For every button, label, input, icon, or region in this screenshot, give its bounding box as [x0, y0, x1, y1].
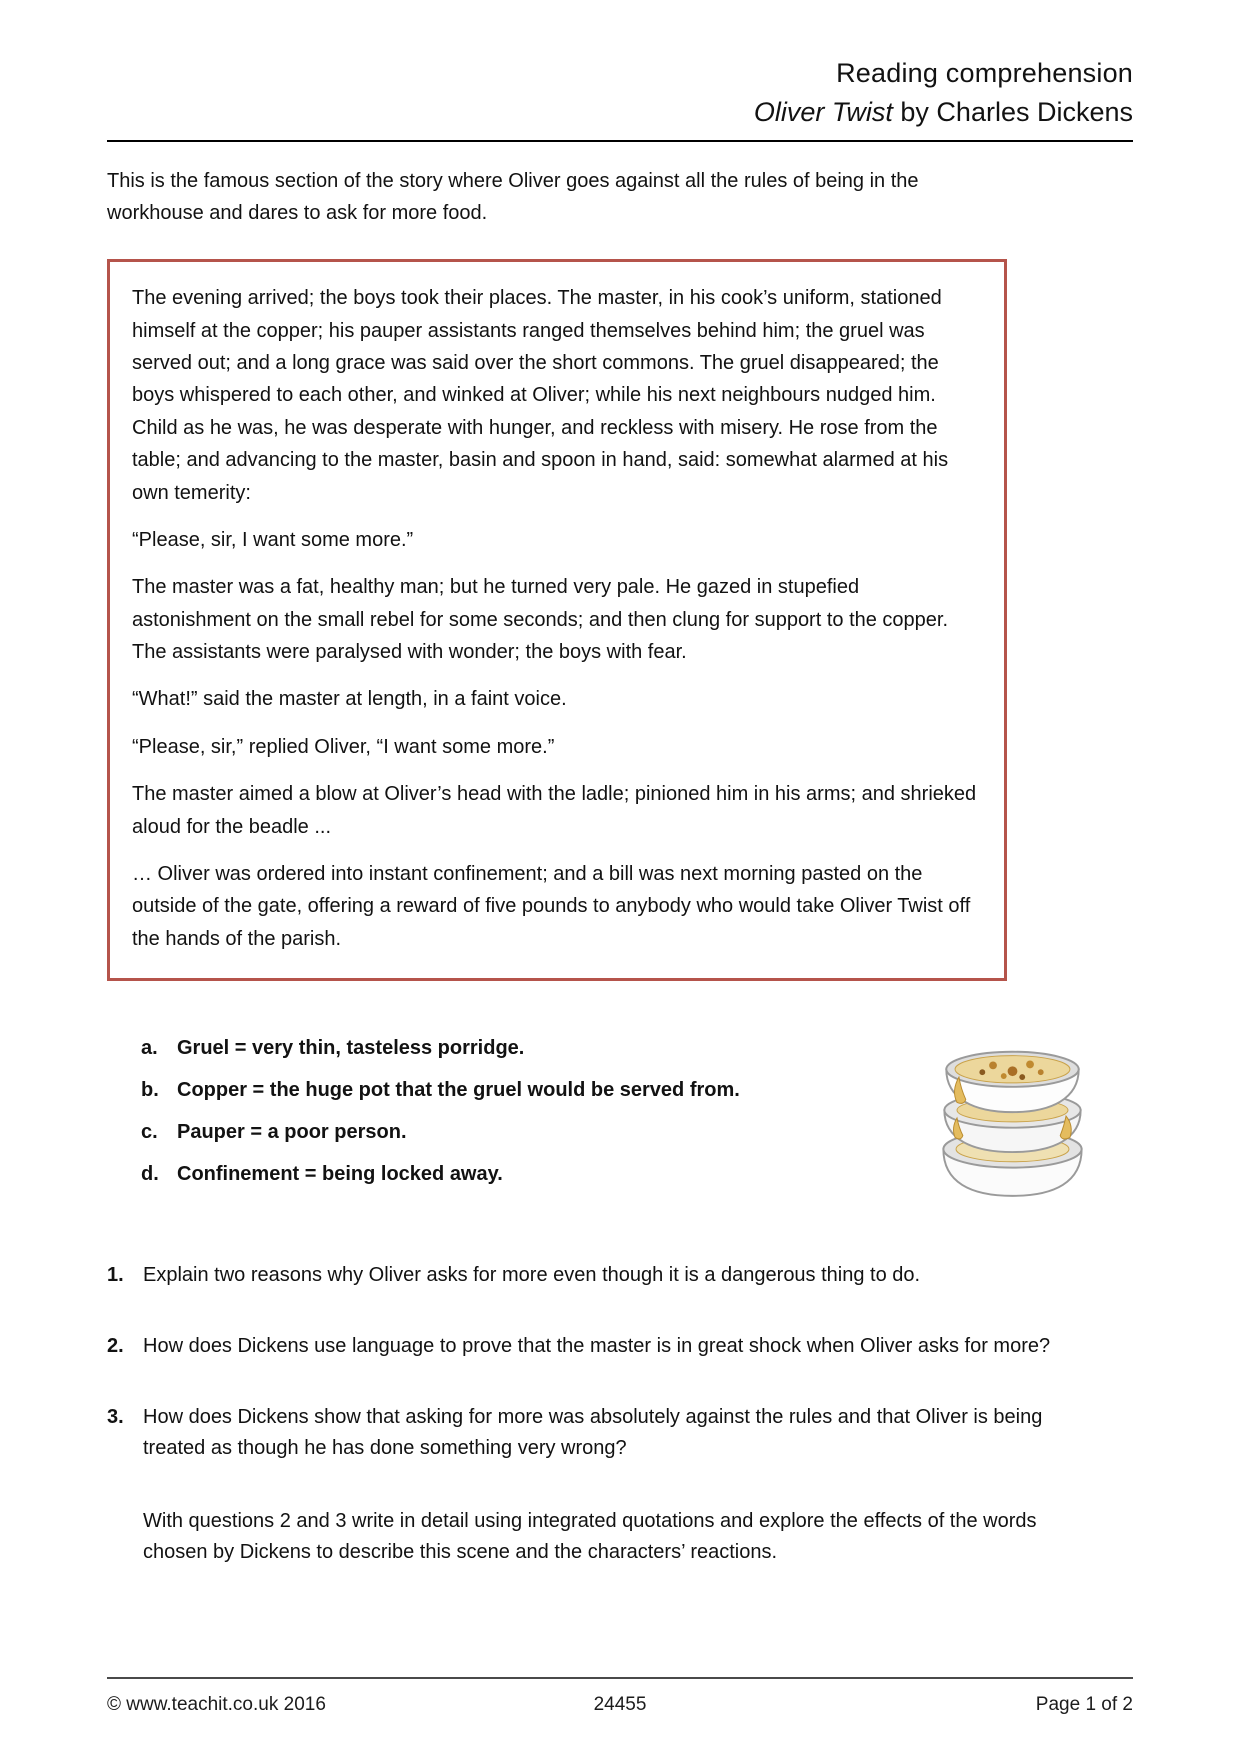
page-title: Reading comprehension	[836, 58, 1133, 88]
subtitle-author: by Charles Dickens	[892, 97, 1133, 127]
book-title: Oliver Twist	[753, 97, 893, 127]
glossary-list	[107, 1027, 740, 1205]
glossary-item	[141, 1121, 740, 1144]
glossary-item-label: a.	[141, 1037, 158, 1060]
question-3	[107, 1402, 1097, 1464]
glossary-item-text: Gruel = very thin, tasteless porridge.	[177, 1037, 525, 1060]
question-number: 2.	[107, 1335, 124, 1358]
page-header	[107, 58, 1133, 142]
question-number: 3.	[107, 1406, 124, 1429]
header-divider	[107, 140, 1133, 142]
question-1	[107, 1260, 1097, 1291]
question-2	[107, 1331, 1097, 1362]
glossary-item	[141, 1079, 740, 1102]
excerpt-paragraph: “Please, sir, I want some more.”	[132, 528, 414, 551]
questions-note: With questions 2 and 3 write in detail using integrated quotations and explore the effects of the words chosen by Dickens to describe this scene and the characters’ reactions.	[143, 1510, 1037, 1564]
excerpt-paragraph: … Oliver was ordered into instant confinement; and a bill was next morning pasted on the outside of the gate, offering a reward of five pounds to anybody who would take Oliver Twist off the hands of the parish.	[132, 863, 971, 950]
question-text: How does Dickens show that asking for more was absolutely against the rules and that Oliver is being treated as though he has done something very wrong?	[143, 1406, 1043, 1460]
glossary-item-label: d.	[141, 1163, 159, 1186]
footer-resource-id: 24455	[593, 1694, 647, 1715]
gruel-bowls-icon	[920, 1027, 1105, 1207]
glossary-section	[107, 1027, 1133, 1212]
excerpt-paragraph: The master was a fat, healthy man; but he turned very pale. He gazed in stupefied astonishment on the small rebel for some seconds; and then clung for support to the copper. The assistants were paralysed with wonder; the boys with fear.	[132, 576, 949, 664]
question-text: How does Dickens use language to prove that the master is in great shock when Oliver asks for more?	[143, 1335, 1051, 1358]
glossary-item-label: b.	[141, 1079, 159, 1102]
glossary-item-text: Copper = the huge pot that the gruel would be served from.	[177, 1079, 740, 1102]
intro-paragraph: This is the famous section of the story where Oliver goes against all the rules of being in the workhouse and dares to ask for more food.	[107, 170, 919, 224]
glossary-item	[141, 1037, 740, 1060]
glossary-item-text: Confinement = being locked away.	[177, 1163, 503, 1186]
excerpt-paragraph: The master aimed a blow at Oliver’s head with the ladle; pinioned him in his arms; and shrieked aloud for the beadle ...	[132, 783, 977, 838]
glossary-item-label: c.	[141, 1121, 158, 1144]
excerpt-paragraph: The evening arrived; the boys took their places. The master, in his cook’s uniform, stationed himself at the copper; his pauper assistants ranged themselves behind him; the gruel was served out; and a long grace was said over the short commons. The gruel disappeared; the boys whispered to each other, and winked at Oliver; while his next neighbours nudged him. Child as he was, he was desperate with hunger, and reckless with misery. He rose from the table; and advancing to the master, basin and spoon in hand, said: somewhat alarmed at his own temerity:	[132, 287, 949, 504]
gruel-bowls-illustration	[920, 1027, 1105, 1212]
question-text: Explain two reasons why Oliver asks for more even though it is a dangerous thing to do.	[143, 1264, 921, 1287]
questions-section	[107, 1260, 1133, 1568]
excerpt-paragraph: “Please, sir,” replied Oliver, “I want some more.”	[132, 735, 555, 758]
glossary-item	[141, 1163, 740, 1186]
excerpt-paragraph: “What!” said the master at length, in a faint voice.	[132, 688, 567, 711]
footer-page-number: Page 1 of 2	[1035, 1694, 1133, 1715]
page-subtitle	[107, 97, 1133, 128]
glossary-item-text: Pauper = a poor person.	[177, 1121, 407, 1144]
page-footer	[107, 1677, 1133, 1716]
footer-copyright: © www.teachit.co.uk 2016	[107, 1694, 326, 1715]
question-number: 1.	[107, 1264, 124, 1287]
excerpt-box	[107, 259, 1007, 981]
